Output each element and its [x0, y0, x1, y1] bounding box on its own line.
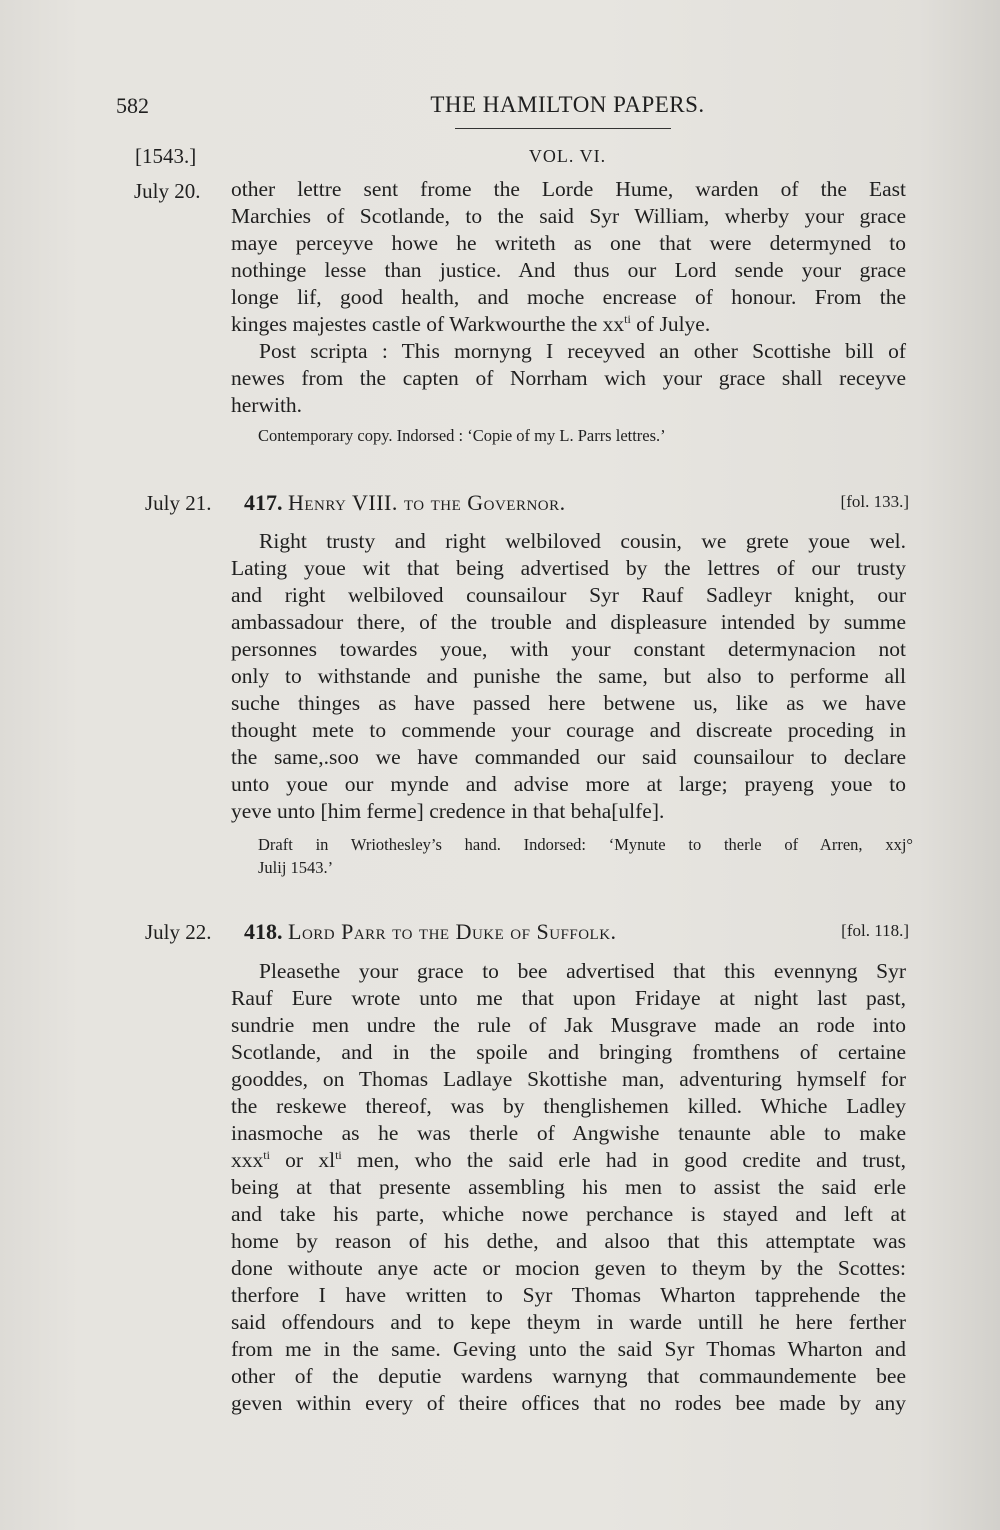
text-line: therfore I have written to Syr Thomas Wharton tapprehende the [231, 1283, 906, 1307]
text-line: Pleasethe your grace to bee advertised that this evennyng Syr [259, 959, 906, 983]
text-line: personnes towardes youe, with your constant determynacion not [231, 637, 906, 661]
text-line: ambassadour there, of the trouble and displeasure intended by summe [231, 610, 906, 634]
text-line: geven within every of theire offices that no rodes bee made by any [231, 1391, 906, 1415]
superscript: ti [624, 311, 631, 326]
folio-reference: [fol. 133.] [840, 492, 909, 511]
text-line: other lettre sent frome the Lorde Hume, warden of the East [231, 177, 906, 201]
text-line: inasmoche as he was therle of Angwishe tenaunte able to make [231, 1121, 906, 1145]
text-fragment: kinges majestes castle of Warkwourthe the xx [231, 312, 625, 336]
text-line: and take his parte, whiche nowe perchance is stayed and left at [231, 1202, 906, 1226]
header-rule [455, 128, 671, 129]
text-line: Scotlande, and in the spoile and bringing fromthens of certaine [231, 1040, 906, 1064]
entry-418-text [231, 958, 906, 1417]
text-fragment: xxx [231, 1148, 264, 1172]
entry-number: 418. [244, 919, 283, 944]
note-line: Contemporary copy. Indorsed : ‘Copie of my L. Parrs lettres.’ [258, 426, 666, 445]
text-line: Marchies of Scotlande, to the said Syr William, wherby your grace [231, 204, 906, 228]
page-number: 582 [116, 93, 149, 118]
text-line: and right welbiloved counsailour Syr Rauf Sadleyr knight, our [231, 583, 906, 607]
entry-date-july-20: July 20. [134, 179, 201, 203]
postscript-line: herwith. [231, 393, 303, 417]
text-fragment: men, who the said erle had in good credite and trust, [341, 1148, 906, 1172]
entry-title: Lord Parr to the Duke of Suffolk. [288, 919, 617, 944]
text-line: yeve unto [him ferme] credence in that beha[ulfe]. [231, 799, 665, 823]
text-line: gooddes, on Thomas Ladlaye Skottishe man, adventuring hymself for [231, 1067, 906, 1091]
entry-date-july-21: July 21. [145, 491, 212, 515]
text-line: from me in the same. Geving unto the said Syr Thomas Wharton and [231, 1337, 906, 1361]
page-header [0, 0, 1000, 168]
volume-label: VOL. VI. [528, 146, 607, 166]
text-line: the reskewe thereof, was by thenglishemen killed. Whiche Ladley [231, 1094, 906, 1118]
text-line: Lating youe wit that being advertised by the lettres of our trusty [231, 556, 906, 580]
text-line: thought mete to commende your courage and discreate proceding in [231, 718, 906, 742]
entry-heading-418 [244, 919, 909, 945]
year-marker: [1543.] [135, 144, 197, 168]
postscript-line: newes from the capten of Norrham wich your grace shall receyve [231, 366, 906, 390]
text-line: done withoute anye acte or mocion geven to theym by the Scottes: [231, 1256, 906, 1280]
text-line: other of the deputie wardens warnyng that commaundemente bee [231, 1364, 906, 1388]
entry-number: 417. [244, 490, 283, 515]
text-line: Rauf Eure wrote unto me that upon Fridaye at night last past, [231, 986, 906, 1010]
text-line: suche thinges as have passed here betwene us, like as we have [231, 691, 906, 715]
editorial-note [258, 833, 913, 879]
text-line: longe lif, good health, and moche encrease of honour. From the [231, 285, 906, 309]
note-line: Julij 1543.’ [258, 858, 334, 877]
entry-date-july-22: July 22. [145, 920, 212, 944]
text-line: only to withstande and punishe the same, but also to performe all [231, 664, 906, 688]
continuation-text [231, 176, 906, 419]
entry-heading-417 [244, 490, 909, 516]
folio-reference: [fol. 118.] [841, 921, 909, 940]
running-title: THE HAMILTON PAPERS. [430, 92, 705, 117]
text-line [231, 311, 906, 338]
note-line: Draft in Wriothesley’s hand. Indorsed: ‘Mynute to therle of Arren, xxj° [258, 835, 913, 854]
superscript: ti [335, 1147, 342, 1162]
editorial-note [258, 424, 913, 447]
entry-417-text [231, 528, 906, 825]
superscript: ti [263, 1147, 270, 1162]
text-line: nothinge lesse than justice. And thus our Lord sende your grace [231, 258, 906, 282]
text-line: said offendours and to kepe theym in warde untill he here ferther [231, 1310, 906, 1334]
text-line: maye perceyve howe he writeth as one that were determyned to [231, 231, 906, 255]
text-fragment: or xl [269, 1148, 336, 1172]
text-line: being at that presente assembling his men to assist the said erle [231, 1175, 906, 1199]
text-fragment: of Julye. [630, 312, 711, 336]
postscript-line: Post scripta : This mornyng I receyved an other Scottishe bill of [259, 339, 906, 363]
text-line: the same,.soo we have commanded our said counsailour to declare [231, 745, 906, 769]
text-line: home by reason of his dethe, and alsoo that this attemptate was [231, 1229, 906, 1253]
entry-title: Henry VIII. to the Governor. [288, 490, 566, 515]
text-line: unto youe our mynde and advise more at large; prayeng youe to [231, 772, 906, 796]
text-line: Right trusty and right welbiloved cousin, we grete youe wel. [259, 529, 906, 553]
text-line: sundrie men undre the rule of Jak Musgrave made an rode into [231, 1013, 906, 1037]
text-line [231, 1147, 906, 1174]
